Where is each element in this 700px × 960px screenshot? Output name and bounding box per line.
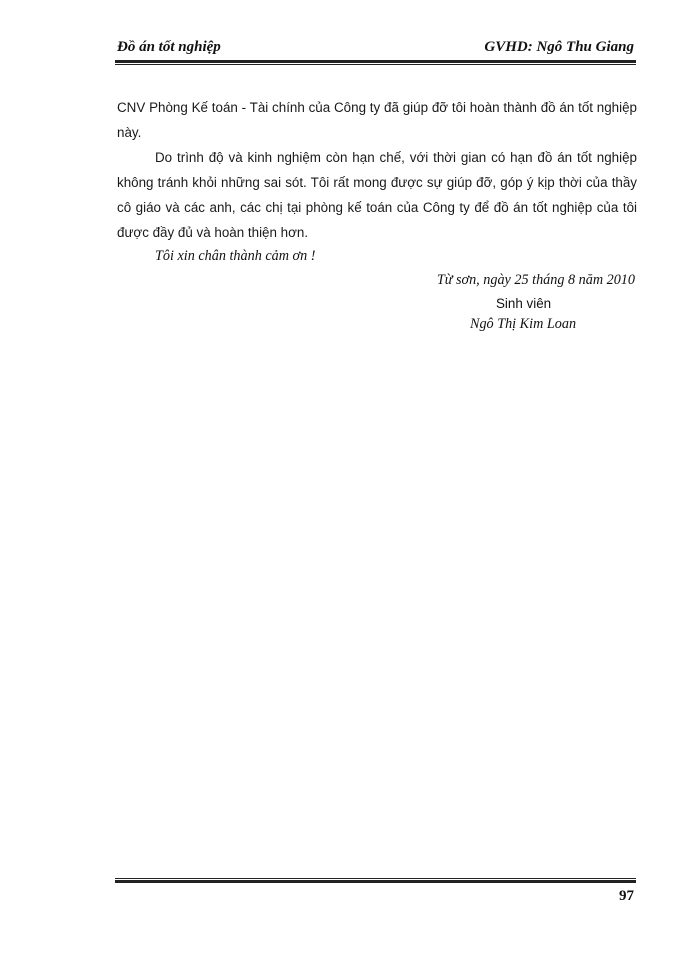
footer-divider xyxy=(115,878,636,883)
signature-name: Ngô Thị Kim Loan xyxy=(470,316,577,332)
header-document-title: Đồ án tốt nghiệp xyxy=(117,39,221,55)
signature-role: Sinh viên xyxy=(496,296,552,311)
page-header xyxy=(115,39,636,61)
header-supervisor: GVHD: Ngô Thu Giang xyxy=(484,39,634,55)
signature-place-date: Từ sơn, ngày 25 tháng 8 năm 2010 xyxy=(436,272,635,288)
paragraph-limitations: Do trình độ và kinh nghiệm còn hạn chế, với thời gian có hạn đồ án tốt nghiệp không tránh khỏi những sai sót. Tôi rất mong được sự giúp đỡ, góp ý kịp thời của thầy cô giáo và các anh, các chị tại phòng kế toán của Công ty để đồ án tốt nghiệp của tôi được đầy đủ và hoàn thiện hơn. xyxy=(117,150,637,240)
body-text xyxy=(117,95,637,245)
header-divider xyxy=(115,60,636,65)
page-number: 97 xyxy=(619,888,634,904)
signature-block xyxy=(400,272,640,342)
closing-thanks: Tôi xin chân thành cảm ơn ! xyxy=(155,248,316,264)
paragraph-continuation: CNV Phòng Kế toán - Tài chính của Công ty đã giúp đỡ tôi hoàn thành đồ án tốt nghiệp này. xyxy=(117,100,637,140)
